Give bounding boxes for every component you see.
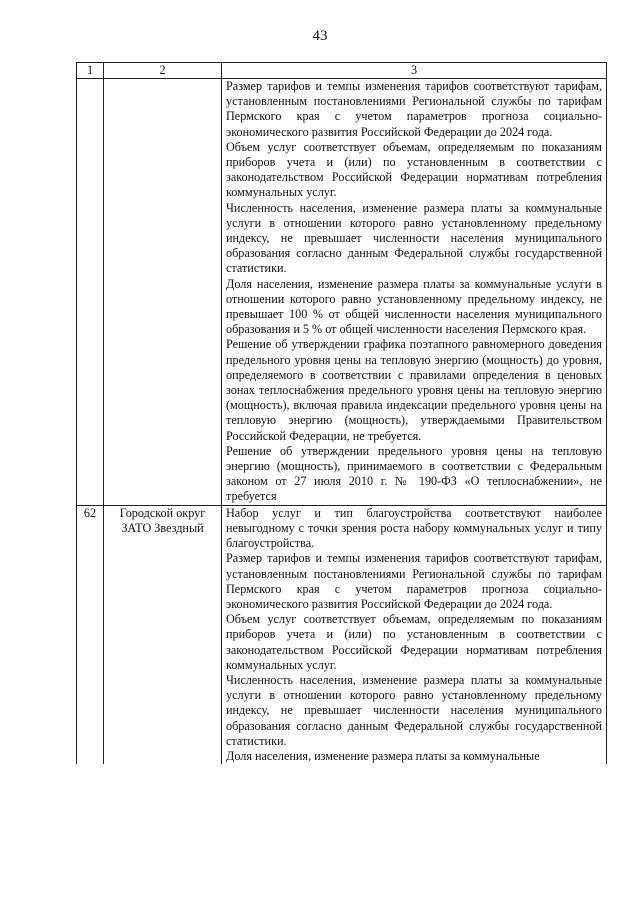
tariff-table [76,62,607,764]
row-number [77,79,104,506]
paragraph: Доля населения, изменение размера платы за коммунальные услуги в отношении которого равно установленному предельному индексу, не превышает 100 % от общей численности населения муниципального образования и 5 % от общей численности населения Пермского края. [226,276,602,337]
paragraph: Объем услуг соответствует объемам, определяемым по показаниям приборов учета и (или) по установленным в соответствии с законодательством Российской Федерации нормативам потребления коммунальных услуг. [226,139,602,200]
paragraph: Решение об утверждении графика поэтапного равномерного доведения предельного уровня цены на тепловую энергию (мощность) до уровня, определяемого в соответствии с правилами определения в ценовых зонах теплоснабжения предельного уровня цены на тепловую энергию (мощность), включая правила индексации предельного уровня цены на тепловую энергию (мощность), утверждаемыми Правительством Российской Федерации, не требуется. [226,337,602,443]
paragraph: Доля населения, изменение размера платы за коммунальные [226,748,540,763]
row-municipality [104,79,222,506]
row-conditions [222,79,607,506]
paragraph: Численность населения, изменение размера платы за коммунальные услуги в отношении которого равно установленному предельному индексу, не превышает численности населения муниципального образования согласно данным Федеральной службы государственной статистики. [226,672,602,748]
paragraph: Решение об утверждении предельного уровня цены на тепловую энергию (мощность), принимаемого в соответствии с Федеральным законом от 27 июля 2010 г. № 190-ФЗ «О теплоснабжении», не требуется [226,443,602,504]
table-row [77,79,607,506]
table-row [77,505,607,764]
row-conditions [222,505,607,764]
paragraph: Объем услуг соответствует объемам, определяемым по показаниям приборов учета и (или) по установленным в соответствии с законодательством Российской Федерации нормативам потребления коммунальных услуг. [226,612,602,672]
header-col-2: 2 [104,63,222,79]
page-number: 43 [312,28,328,44]
header-col-1: 1 [77,63,104,79]
header-col-3: 3 [222,63,607,79]
paragraph: Численность населения, изменение размера платы за коммунальные услуги в отношении которого равно установленному предельному индексу, не превышает численности населения муниципального образования согласно данным Федеральной службы государственной статистики. [226,200,602,276]
paragraph: Размер тарифов и темпы изменения тарифов соответствуют тарифам, установленным постановлениями Региональной службы по тарифам Пермского края с учетом параметров прогноза социально-экономического развития Российской Федерации до 2024 года. [226,551,602,611]
row-number: 62 [77,505,104,764]
row-municipality: Городской округ ЗАТО Звездный [104,505,222,764]
table-header-row [77,63,607,79]
paragraph: Набор услуг и тип благоустройства соответствуют наиболее невыгодному с точки зрения роста набору коммунальных услуг и типу благоустройства. [226,505,602,551]
paragraph: Размер тарифов и темпы изменения тарифов соответствуют тарифам, установленным постановлениями Региональной службы по тарифам Пермского края с учетом параметров прогноза социально-экономического развития Российской Федерации до 2024 года. [226,79,602,139]
